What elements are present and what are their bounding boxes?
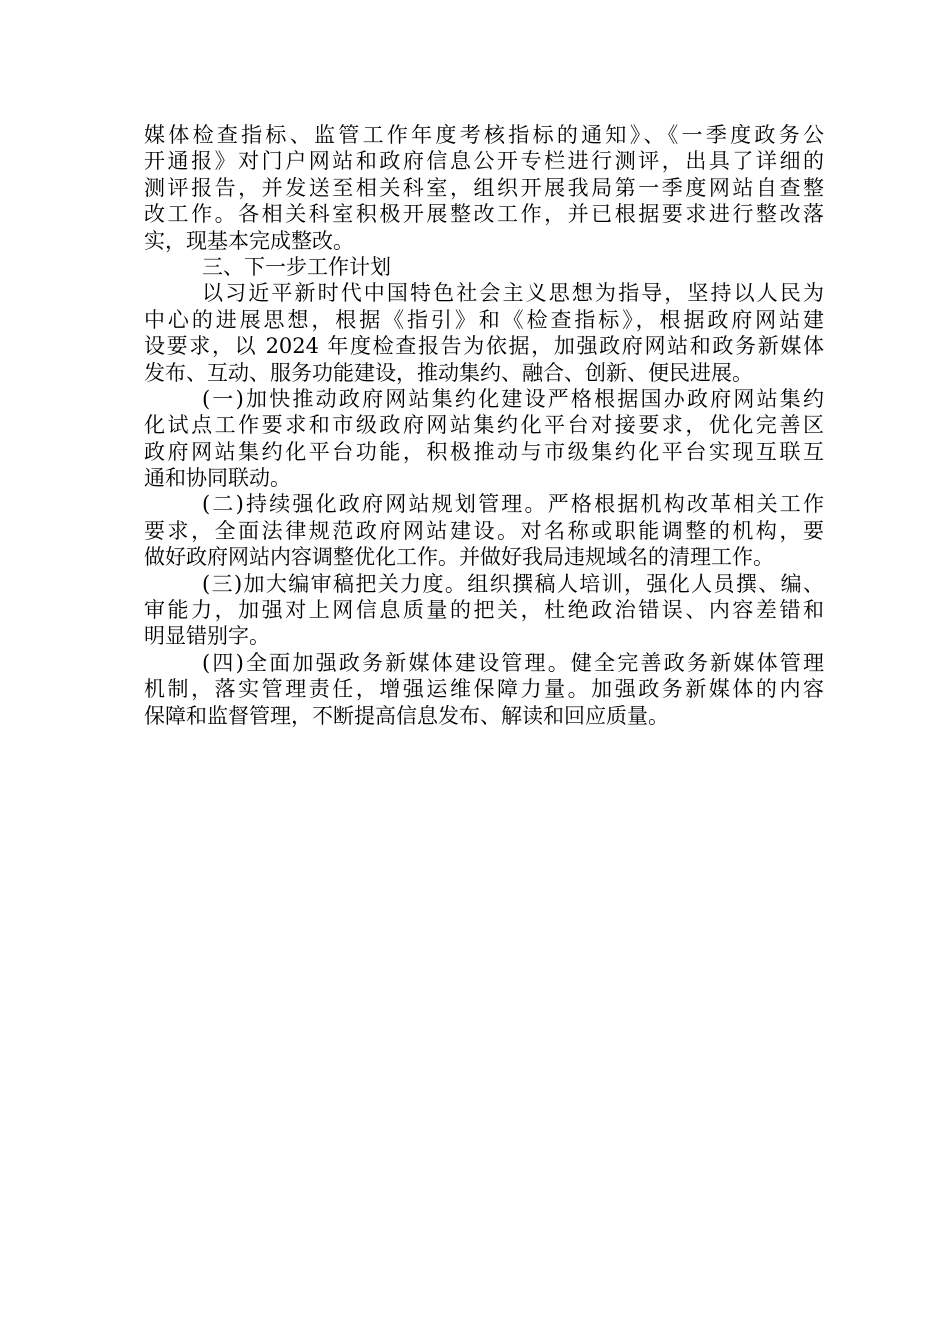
text-line: 媒体检查指标、监管工作年度考核指标的通知》、《一季度政务公 [144,123,824,147]
text-line: 中心的进展思想，根据《指引》和《检查指标》，根据政府网站建 [144,307,824,332]
text-line: 化试点工作要求和市级政府网站集约化平台对接要求，优化完善区 [144,413,824,438]
text-line: 要求，全面法律规范政府网站建设。对名称或职能调整的机构，要 [144,518,824,543]
section-heading: 三、下一步工作计划 [202,254,391,279]
text-line: 实，现基本完成整改。 [144,228,354,253]
text-line: 通和协同联动。 [144,466,291,491]
text-line: (四)全面加强政务新媒体建设管理。健全完善政务新媒体管理 [202,650,824,675]
text-line: 开通报》对门户网站和政府信息公开专栏进行测评，出具了详细的 [144,149,824,174]
text-line: 做好政府网站内容调整优化工作。并做好我局违规域名的清理工作。 [144,545,774,570]
text-line: 设要求，以 2024 年度检查报告为依据，加强政府网站和政务新媒体 [144,334,824,359]
text-line: 政府网站集约化平台功能，积极推动与市级集约化平台实现互联互 [144,439,824,464]
text-line: 保障和监督管理，不断提高信息发布、解读和回应质量。 [144,703,669,728]
text-line: 改工作。各相关科室积极开展整改工作，并已根据要求进行整改落 [144,202,824,227]
text-line: (一)加快推动政府网站集约化建设严格根据国办政府网站集约 [202,386,824,411]
text-line: (二)持续强化政府网站规划管理。严格根据机构改革相关工作 [202,492,824,517]
text-line: 明显错别字。 [144,624,270,649]
text-line: 发布、互动、服务功能建设，推动集约、融合、创新、便民进展。 [144,360,753,385]
text-line: 测评报告，并发送至相关科室，组织开展我局第一季度网站自查整 [144,175,824,200]
text-line: 审能力，加强对上网信息质量的把关，杜绝政治错误、内容差错和 [144,598,824,623]
text-line: 机制，落实管理责任，增强运维保障力量。加强政务新媒体的内容 [144,677,824,702]
document-body [144,122,824,729]
text-line: 以习近平新时代中国特色社会主义思想为指导，坚持以人民为 [202,281,824,306]
text-line: (三)加大编审稿把关力度。组织撰稿人培训，强化人员撰、编、 [202,571,824,596]
